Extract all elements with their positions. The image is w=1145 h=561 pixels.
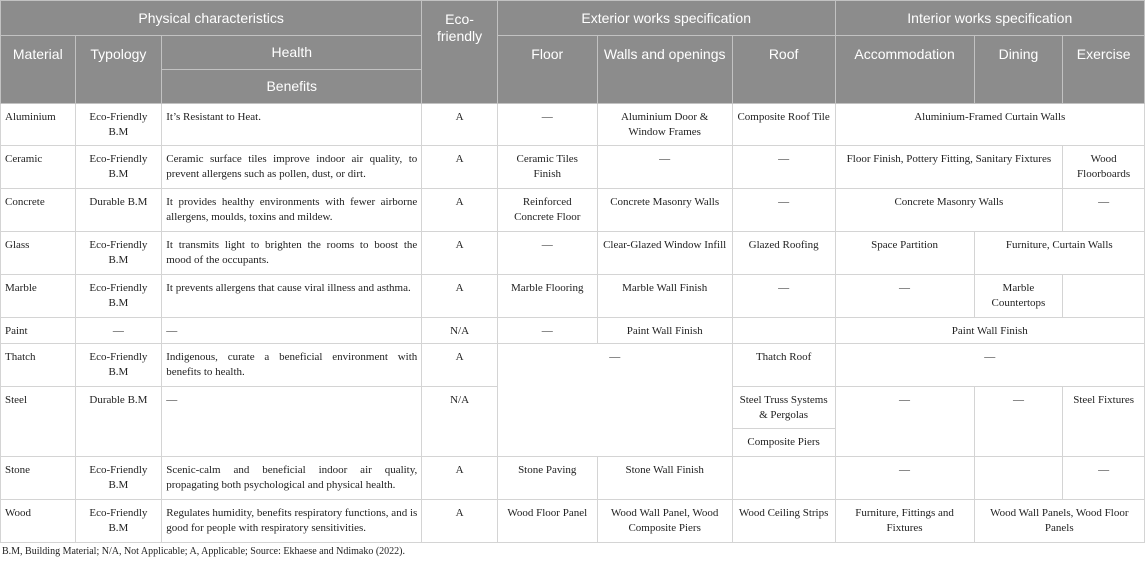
- cell-accommodation: Space Partition: [835, 232, 974, 275]
- cell-interior: Paint Wall Finish: [835, 318, 1144, 344]
- cell-accommodation: —: [835, 457, 974, 500]
- cell-health: Regulates humidity, benefits respiratory functions, and is good for people with respiratory sensitivities.: [162, 500, 422, 543]
- cell-dining-exercise: Wood Wall Panels, Wood Floor Panels: [974, 500, 1144, 543]
- group-header-interior: Interior works specification: [835, 1, 1144, 36]
- cell-floor: —: [497, 232, 597, 275]
- cell-typology: Eco-Friendly B.M: [75, 457, 162, 500]
- cell-exercise: —: [1063, 457, 1145, 500]
- cell-typology: Eco-Friendly B.M: [75, 232, 162, 275]
- cell-roof: —: [732, 189, 835, 232]
- cell-walls: Marble Wall Finish: [597, 275, 732, 318]
- table-row-paint: [1, 318, 1145, 344]
- cell-floor: Reinforced Concrete Floor: [497, 189, 597, 232]
- cell-health: It provides healthy environments with fewer airborne allergens, moulds, toxins and mildew.: [162, 189, 422, 232]
- cell-accommodation: —: [835, 387, 974, 457]
- table-footnote: B.M, Building Material; N/A, Not Applicable; A, Applicable; Source: Ekhaese and Ndimako (2022).: [2, 546, 405, 557]
- cell-material: Glass: [1, 232, 76, 275]
- col-header-material: Material: [1, 36, 76, 104]
- cell-roof: [732, 457, 835, 500]
- cell-roof: Thatch Roof: [732, 344, 835, 387]
- cell-floor: Stone Paving: [497, 457, 597, 500]
- cell-material: Aluminium: [1, 104, 76, 146]
- cell-roof: Composite Piers: [732, 429, 835, 457]
- cell-eco: A: [422, 500, 498, 543]
- cell-floor: Wood Floor Panel: [497, 500, 597, 543]
- cell-floor-walls: —: [497, 344, 732, 457]
- cell-interior: —: [835, 344, 1144, 387]
- cell-roof: Wood Ceiling Strips: [732, 500, 835, 543]
- cell-typology: Durable B.M: [75, 387, 162, 457]
- cell-exercise: Wood Floorboards: [1063, 146, 1145, 189]
- table-row-marble: [1, 275, 1145, 318]
- cell-material: Thatch: [1, 344, 76, 387]
- col-header-eco-friendly: Eco-friendly: [422, 1, 498, 104]
- cell-eco: A: [422, 457, 498, 500]
- cell-health: Indigenous, curate a beneficial environment with benefits to health.: [162, 344, 422, 387]
- cell-roof: Composite Roof Tile: [732, 104, 835, 146]
- cell-eco: A: [422, 146, 498, 189]
- cell-roof: —: [732, 146, 835, 189]
- cell-exercise: Steel Fixtures: [1063, 387, 1145, 457]
- cell-roof: [732, 318, 835, 344]
- cell-walls: —: [597, 146, 732, 189]
- cell-health: Scenic-calm and beneficial indoor air quality, propagating both psychological and physical health.: [162, 457, 422, 500]
- cell-eco: A: [422, 104, 498, 146]
- cell-health: It prevents allergens that cause viral illness and asthma.: [162, 275, 422, 318]
- cell-typology: Eco-Friendly B.M: [75, 104, 162, 146]
- cell-dining-exercise: Furniture, Curtain Walls: [974, 232, 1144, 275]
- cell-accommodation-dining: Floor Finish, Pottery Fitting, Sanitary Fixtures: [835, 146, 1063, 189]
- group-header-exterior: Exterior works specification: [497, 1, 835, 36]
- cell-material: Steel: [1, 387, 76, 457]
- cell-material: Wood: [1, 500, 76, 543]
- table-row-stone: [1, 457, 1145, 500]
- cell-walls: Paint Wall Finish: [597, 318, 732, 344]
- table-row-glass: [1, 232, 1145, 275]
- table-row-concrete: [1, 189, 1145, 232]
- cell-material: Ceramic: [1, 146, 76, 189]
- cell-floor: —: [497, 318, 597, 344]
- cell-material: Paint: [1, 318, 76, 344]
- cell-typology: Eco-Friendly B.M: [75, 500, 162, 543]
- col-header-health: Health: [162, 36, 422, 70]
- cell-eco: A: [422, 344, 498, 387]
- cell-walls: Wood Wall Panel, Wood Composite Piers: [597, 500, 732, 543]
- cell-eco: N/A: [422, 387, 498, 457]
- table-row-thatch: [1, 344, 1145, 387]
- cell-dining: [974, 457, 1063, 500]
- col-header-walls-openings: Walls and openings: [597, 36, 732, 104]
- cell-health: It transmits light to brighten the rooms to boost the mood of the occupants.: [162, 232, 422, 275]
- col-header-exercise: Exercise: [1063, 36, 1145, 104]
- col-header-benefits: Benefits: [162, 70, 422, 104]
- cell-material: Marble: [1, 275, 76, 318]
- col-header-accommodation: Accommodation: [835, 36, 974, 104]
- col-header-typology: Typology: [75, 36, 162, 104]
- cell-health: It’s Resistant to Heat.: [162, 104, 422, 146]
- table-row-ceramic: [1, 146, 1145, 189]
- cell-walls: Stone Wall Finish: [597, 457, 732, 500]
- cell-health: Ceramic surface tiles improve indoor air quality, to prevent allergens such as pollen, dust, or dirt.: [162, 146, 422, 189]
- cell-typology: Eco-Friendly B.M: [75, 146, 162, 189]
- cell-material: Concrete: [1, 189, 76, 232]
- cell-roof: Steel Truss Systems & Pergolas: [732, 387, 835, 429]
- cell-typology: Eco-Friendly B.M: [75, 275, 162, 318]
- cell-health: —: [162, 387, 422, 457]
- cell-floor: —: [497, 104, 597, 146]
- cell-eco: A: [422, 275, 498, 318]
- cell-material: Stone: [1, 457, 76, 500]
- col-header-roof: Roof: [732, 36, 835, 104]
- cell-accommodation-dining: Concrete Masonry Walls: [835, 189, 1063, 232]
- group-header-physical: Physical characteristics: [1, 1, 422, 36]
- table-row-aluminium: [1, 104, 1145, 146]
- cell-walls: Aluminium Door & Window Frames: [597, 104, 732, 146]
- table-row-wood: [1, 500, 1145, 543]
- cell-health: —: [162, 318, 422, 344]
- cell-roof: —: [732, 275, 835, 318]
- cell-interior: Aluminium-Framed Curtain Walls: [835, 104, 1144, 146]
- cell-accommodation: —: [835, 275, 974, 318]
- cell-floor: Ceramic Tiles Finish: [497, 146, 597, 189]
- cell-accommodation: Furniture, Fittings and Fixtures: [835, 500, 974, 543]
- cell-walls: Clear-Glazed Window Infill: [597, 232, 732, 275]
- cell-typology: Eco-Friendly B.M: [75, 344, 162, 387]
- col-header-dining: Dining: [974, 36, 1063, 104]
- cell-eco: A: [422, 232, 498, 275]
- cell-dining: Marble Countertops: [974, 275, 1063, 318]
- cell-dining: —: [974, 387, 1063, 457]
- cell-typology: Durable B.M: [75, 189, 162, 232]
- cell-eco: A: [422, 189, 498, 232]
- cell-eco: N/A: [422, 318, 498, 344]
- cell-typology: —: [75, 318, 162, 344]
- cell-floor: Marble Flooring: [497, 275, 597, 318]
- cell-exercise: [1063, 275, 1145, 318]
- cell-exercise: —: [1063, 189, 1145, 232]
- cell-roof: Glazed Roofing: [732, 232, 835, 275]
- col-header-floor: Floor: [497, 36, 597, 104]
- cell-walls: Concrete Masonry Walls: [597, 189, 732, 232]
